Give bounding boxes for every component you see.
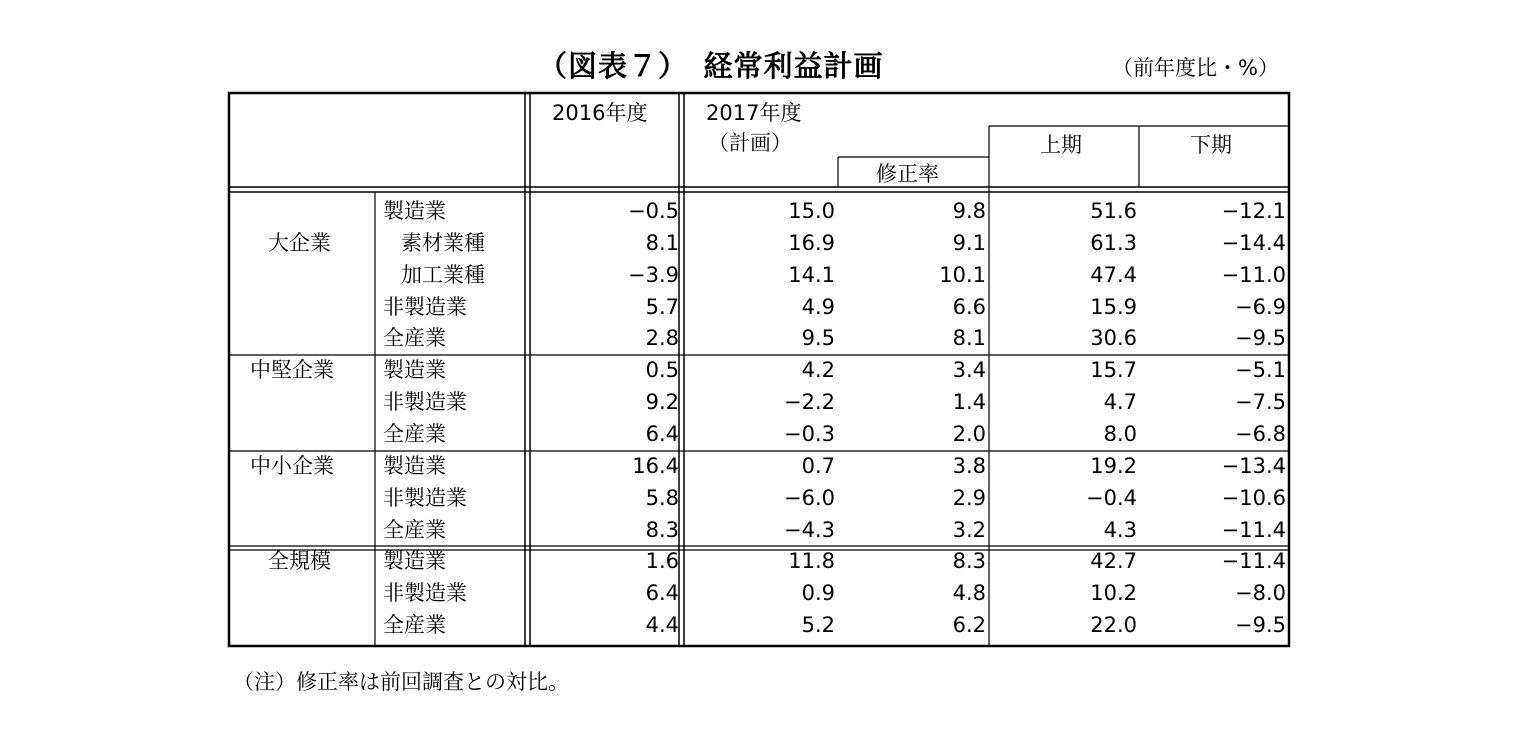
header-2017: 2017年度 bbox=[706, 101, 802, 125]
cell-rev: 3.2 bbox=[952, 517, 986, 542]
cell-h1: 22.0 bbox=[1090, 613, 1137, 638]
cell-rev: 9.1 bbox=[952, 230, 986, 255]
row-label: 非製造業 bbox=[383, 390, 467, 415]
cell-h2: −13.4 bbox=[1221, 453, 1286, 478]
cell-h2: −6.8 bbox=[1235, 421, 1286, 446]
cell-h2: −10.6 bbox=[1221, 485, 1286, 510]
cell-h1: 61.3 bbox=[1090, 230, 1137, 255]
cell-rev: 1.4 bbox=[952, 390, 986, 415]
row-label: 非製造業 bbox=[383, 485, 467, 510]
cell-v2017: 4.2 bbox=[801, 358, 835, 383]
cell-h1: 15.9 bbox=[1090, 294, 1137, 319]
group-name: 全規模 bbox=[268, 549, 331, 574]
cell-h2: −9.5 bbox=[1235, 326, 1286, 351]
cell-v2017: 0.9 bbox=[801, 581, 835, 606]
cell-v2017: 5.2 bbox=[801, 613, 835, 638]
cell-h2: −7.5 bbox=[1235, 390, 1286, 415]
cell-h2: −14.4 bbox=[1221, 230, 1286, 255]
cell-v2016: 16.4 bbox=[632, 453, 679, 478]
cell-rev: 4.8 bbox=[952, 581, 986, 606]
cell-h1: 4.7 bbox=[1103, 390, 1137, 415]
row-label: 全産業 bbox=[383, 613, 446, 638]
cell-h2: −11.4 bbox=[1221, 517, 1286, 542]
cell-v2016: 1.6 bbox=[645, 549, 679, 574]
row-label: 製造業 bbox=[383, 199, 446, 223]
cell-v2017: 0.7 bbox=[801, 453, 835, 478]
cell-h1: 42.7 bbox=[1090, 549, 1137, 574]
cell-h1: 4.3 bbox=[1103, 517, 1137, 542]
header-first-half: 上期 bbox=[1040, 133, 1082, 157]
cell-v2016: 9.2 bbox=[645, 390, 679, 415]
row-label: 非製造業 bbox=[383, 294, 467, 319]
group-name: 中堅企業 bbox=[250, 358, 334, 383]
cell-rev: 6.6 bbox=[952, 294, 986, 319]
footnote: （注）修正率は前回調査との対比。 bbox=[233, 670, 569, 694]
cell-v2016: 8.1 bbox=[645, 230, 679, 255]
cell-v2017: 15.0 bbox=[788, 199, 835, 223]
cell-h2: −6.9 bbox=[1235, 294, 1286, 319]
cell-h1: 51.6 bbox=[1090, 199, 1137, 223]
row-label: 製造業 bbox=[383, 358, 446, 383]
cell-v2017: −2.2 bbox=[784, 390, 835, 415]
row-label: 全産業 bbox=[383, 421, 446, 446]
cell-v2017: −4.3 bbox=[784, 517, 835, 542]
cell-h1: 15.7 bbox=[1090, 358, 1137, 383]
row-label: 非製造業 bbox=[383, 581, 467, 606]
cell-rev: 3.8 bbox=[952, 453, 986, 478]
group-name: 中小企業 bbox=[250, 453, 334, 478]
cell-rev: 6.2 bbox=[952, 613, 986, 638]
cell-rev: 8.3 bbox=[952, 549, 986, 574]
header-revision: 修正率 bbox=[876, 162, 939, 186]
unit-label: （前年度比・%） bbox=[1112, 56, 1279, 80]
cell-h1: 8.0 bbox=[1103, 421, 1137, 446]
cell-v2016: 2.8 bbox=[645, 326, 679, 351]
cell-rev: 2.9 bbox=[952, 485, 986, 510]
cell-v2017: 11.8 bbox=[788, 549, 835, 574]
cell-v2016: 5.7 bbox=[645, 294, 679, 319]
cell-rev: 9.8 bbox=[952, 199, 986, 223]
cell-v2016: 6.4 bbox=[645, 581, 679, 606]
cell-h2: −8.0 bbox=[1235, 581, 1286, 606]
cell-v2016: −3.9 bbox=[628, 262, 679, 287]
row-label: 製造業 bbox=[383, 453, 446, 478]
row-label: 全産業 bbox=[383, 517, 446, 542]
cell-h1: 19.2 bbox=[1090, 453, 1137, 478]
cell-v2017: 16.9 bbox=[788, 230, 835, 255]
cell-rev: 2.0 bbox=[952, 421, 986, 446]
cell-h1: −0.4 bbox=[1086, 485, 1137, 510]
header-second-half: 下期 bbox=[1190, 133, 1232, 157]
cell-h1: 47.4 bbox=[1090, 262, 1137, 287]
header-2016: 2016年度 bbox=[552, 101, 648, 125]
cell-rev: 10.1 bbox=[939, 262, 986, 287]
row-label: 加工業種 bbox=[401, 262, 485, 287]
cell-v2017: −6.0 bbox=[784, 485, 835, 510]
cell-h2: −11.0 bbox=[1221, 262, 1286, 287]
cell-h2: −5.1 bbox=[1235, 358, 1286, 383]
cell-v2016: 6.4 bbox=[645, 421, 679, 446]
cell-h2: −11.4 bbox=[1221, 549, 1286, 574]
cell-v2016: 0.5 bbox=[645, 358, 679, 383]
cell-v2016: 8.3 bbox=[645, 517, 679, 542]
header-plan: （計画） bbox=[708, 131, 792, 155]
cell-v2016: 4.4 bbox=[645, 613, 679, 638]
cell-rev: 8.1 bbox=[952, 326, 986, 351]
cell-h1: 30.6 bbox=[1090, 326, 1137, 351]
cell-rev: 3.4 bbox=[952, 358, 986, 383]
row-label: 製造業 bbox=[383, 549, 446, 574]
table-title: （図表７） 経常利益計画 bbox=[538, 49, 884, 83]
cell-h1: 10.2 bbox=[1090, 581, 1137, 606]
cell-h2: −9.5 bbox=[1235, 613, 1286, 638]
cell-v2017: −0.3 bbox=[784, 421, 835, 446]
cell-h2: −12.1 bbox=[1221, 199, 1286, 223]
cell-v2017: 4.9 bbox=[801, 294, 835, 319]
cell-v2017: 14.1 bbox=[788, 262, 835, 287]
cell-v2017: 9.5 bbox=[801, 326, 835, 351]
cell-v2016: 5.8 bbox=[645, 485, 679, 510]
row-label: 全産業 bbox=[383, 326, 446, 351]
row-label: 素材業種 bbox=[401, 230, 485, 255]
group-name: 大企業 bbox=[268, 230, 331, 255]
cell-v2016: −0.5 bbox=[628, 199, 679, 223]
